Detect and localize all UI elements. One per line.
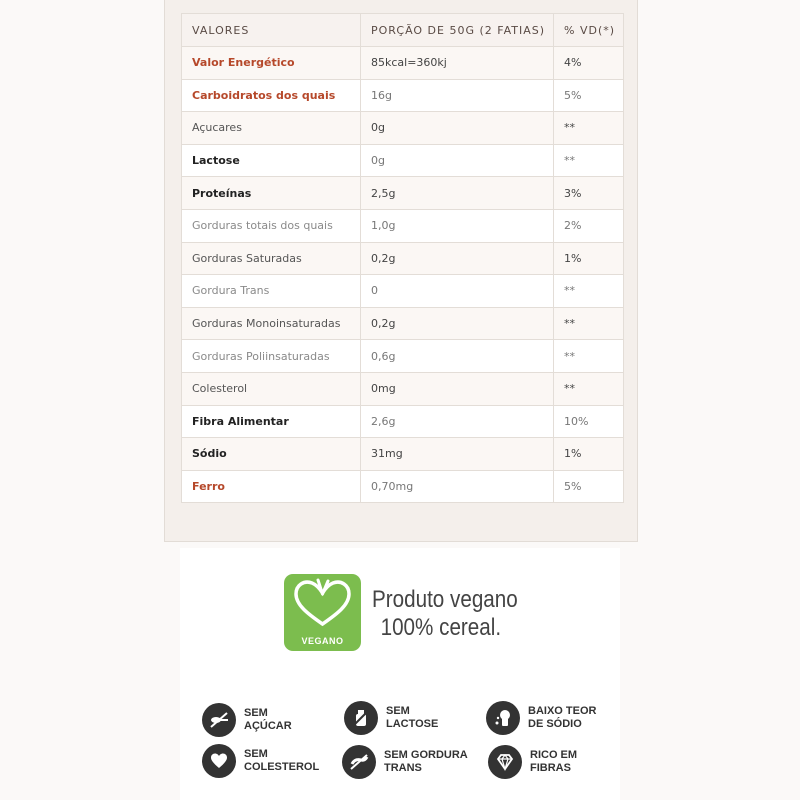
nutrient-name: Gorduras Monoinsaturadas	[182, 307, 361, 340]
diamond-icon	[488, 745, 522, 779]
nutrient-name: Carboidratos dos quais	[182, 79, 361, 112]
nutrient-name: Gordura Trans	[182, 275, 361, 308]
vegan-badge	[284, 574, 361, 651]
feature-sem-acucar	[202, 703, 334, 737]
table-row	[182, 372, 624, 405]
nutrient-vd: 2%	[554, 209, 624, 242]
nutrient-portion: 0	[361, 275, 554, 308]
nutrient-name: Valor Energético	[182, 47, 361, 80]
nutrient-name: Colesterol	[182, 372, 361, 405]
nutrient-portion: 0,2g	[361, 307, 554, 340]
feature-rico-fibras	[488, 745, 620, 779]
nutrient-name: Fibra Alimentar	[182, 405, 361, 438]
nutrient-portion: 0g	[361, 112, 554, 145]
feature-label: BAIXO TEOR DE SÓDIO	[528, 705, 597, 730]
nutrient-portion: 0,6g	[361, 340, 554, 373]
nutrient-portion: 0,70mg	[361, 470, 554, 503]
vegan-badge-label: VEGANO	[301, 636, 344, 646]
feature-sem-lactose	[344, 701, 476, 735]
nutrient-vd: 4%	[554, 47, 624, 80]
feature-sem-colesterol	[202, 744, 334, 778]
nutrient-name: Lactose	[182, 144, 361, 177]
feature-label: SEM LACTOSE	[386, 705, 439, 730]
feature-label: RICO EM FIBRAS	[530, 749, 578, 774]
nutrient-portion: 85kcal=360kj	[361, 47, 554, 80]
nutrient-vd: 1%	[554, 242, 624, 275]
slash-circle-icon	[342, 745, 376, 779]
nutrition-card	[164, 0, 638, 542]
nutrient-portion: 31mg	[361, 438, 554, 471]
nutrient-name: Açucares	[182, 112, 361, 145]
table-row	[182, 79, 624, 112]
table-row	[182, 405, 624, 438]
table-row	[182, 470, 624, 503]
nutrient-portion: 2,5g	[361, 177, 554, 210]
table-row	[182, 438, 624, 471]
vegan-caption	[372, 586, 518, 642]
nutrient-vd: **	[554, 275, 624, 308]
feature-label: SEM GORDURA TRANS	[384, 749, 468, 774]
table-row	[182, 209, 624, 242]
nutrient-portion: 1,0g	[361, 209, 554, 242]
header-vd: % VD(*)	[554, 14, 624, 47]
table-row	[182, 177, 624, 210]
nutrient-portion: 0g	[361, 144, 554, 177]
nutrient-name: Sódio	[182, 438, 361, 471]
header-values: VALORES	[182, 14, 361, 47]
feature-sem-gordura-trans	[342, 745, 474, 779]
nutrient-name: Ferro	[182, 470, 361, 503]
table-header-row	[182, 14, 624, 47]
nutrient-vd: **	[554, 372, 624, 405]
nutrition-table	[181, 13, 624, 503]
nutrient-vd: **	[554, 144, 624, 177]
table-row	[182, 242, 624, 275]
nutrient-name: Gorduras Poliinsaturadas	[182, 340, 361, 373]
nutrient-vd: **	[554, 307, 624, 340]
nutrient-vd: 10%	[554, 405, 624, 438]
nutrient-vd: **	[554, 112, 624, 145]
bottle-slash-icon	[344, 701, 378, 735]
header-portion: PORÇÃO DE 50G (2 FATIAS)	[361, 14, 554, 47]
table-row	[182, 275, 624, 308]
nutrient-name: Proteínas	[182, 177, 361, 210]
leaf-heart-icon	[284, 574, 361, 634]
table-row	[182, 144, 624, 177]
heart-icon	[202, 744, 236, 778]
table-row	[182, 307, 624, 340]
nutrient-vd: 3%	[554, 177, 624, 210]
nutrient-vd: 1%	[554, 438, 624, 471]
nutrient-vd: 5%	[554, 470, 624, 503]
nutrient-portion: 2,6g	[361, 405, 554, 438]
nutrient-name: Gorduras Saturadas	[182, 242, 361, 275]
nutrient-portion: 0mg	[361, 372, 554, 405]
table-row	[182, 340, 624, 373]
nutrient-vd: **	[554, 340, 624, 373]
vegan-caption-line2: 100% cereal.	[380, 614, 502, 641]
nutrient-name: Gorduras totais dos quais	[182, 209, 361, 242]
vegan-caption-line1: Produto vegano	[372, 586, 518, 613]
nutrient-vd: 5%	[554, 79, 624, 112]
feature-label: SEM COLESTEROL	[244, 748, 320, 773]
feature-baixo-sodio	[486, 701, 618, 735]
nutrient-portion: 16g	[361, 79, 554, 112]
table-row	[182, 112, 624, 145]
salt-shaker-icon	[486, 701, 520, 735]
spoon-slash-icon	[202, 703, 236, 737]
nutrient-portion: 0,2g	[361, 242, 554, 275]
feature-label: SEM AÇÚCAR	[244, 707, 292, 732]
table-row	[182, 47, 624, 80]
